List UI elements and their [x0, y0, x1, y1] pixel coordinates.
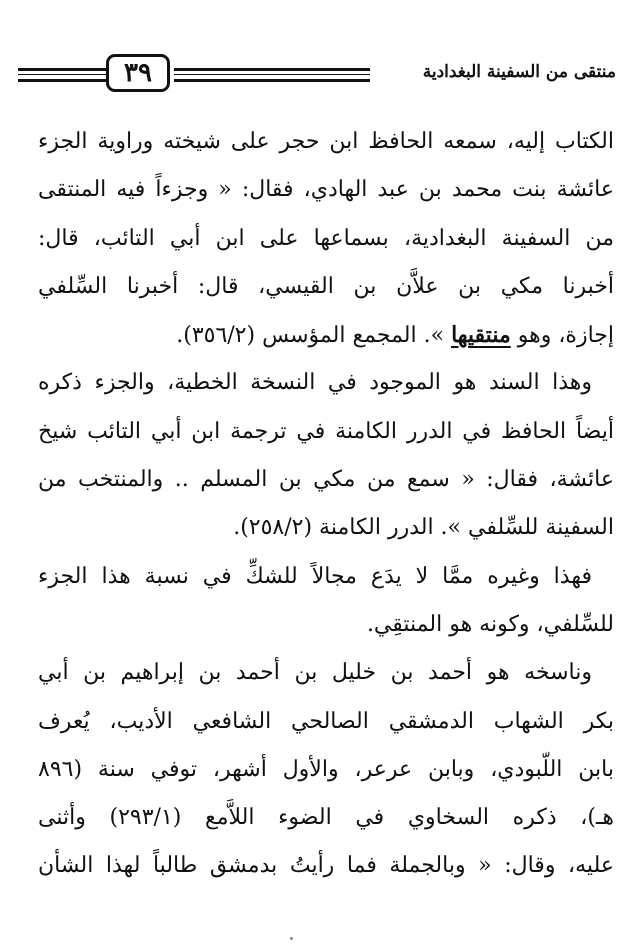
header-rule: [174, 68, 370, 71]
text-line: أخبرنا مكي بن علاَّن بن القيسي، قال: أخبرنا السِّلفي: [38, 273, 614, 299]
text-line: وهذا السند هو الموجود في النسخة الخطية، والجزء ذكره: [38, 370, 592, 396]
text-line: بكر الشهاب الدمشقي الصالحي الشافعي الأديب، يُعرف: [38, 708, 614, 734]
emphasized-word: منتقيها: [451, 322, 511, 349]
text-line: وناسخه هو أحمد بن خليل بن أحمد بن إبراهيم بن أبي: [38, 660, 592, 686]
header-rule: [18, 68, 106, 71]
text-line: أيضاً الحافظ في الدرر الكامنة في ترجمة ابن أبي التائب شيخ: [38, 418, 614, 444]
text-line: عليه، وقال: « وبالجملة فما رأيتُ بدمشق طالباً لهذا الشأن: [38, 853, 614, 879]
page-number: ٣٩: [106, 54, 170, 92]
body-text: [38, 118, 614, 891]
text-line: السفينة للسِّلفي ». الدرر الكامنة (٢٥٨/٢).: [233, 515, 614, 541]
text-line: عائشة بنت محمد بن عبد الهادي، فقال: « وجزءاً فيه المنتقى: [38, 177, 614, 203]
text-line: الكتاب إليه، سمعه الحافظ ابن حجر على شيخته وراوية الجزء: [38, 129, 614, 154]
footer-mark: [290, 937, 293, 940]
text-fragment: إجازة، وهو: [510, 323, 614, 349]
text-line: للسِّلفي، وكونه هو المنتقِي.: [366, 611, 614, 637]
text-line: فهذا وغيره ممَّا لا يدَع مجالاً للشكِّ في نسبة هذا الجزء: [38, 563, 592, 589]
text-fragment: ». المجمع المؤسس (٣٥٦/٢).: [176, 323, 452, 349]
text-line: [38, 311, 614, 359]
header-rule: [174, 74, 370, 75]
text-line: من السفينة البغدادية، بسماعها على ابن أبي التائب، قال:: [38, 225, 614, 251]
running-title: منتقى من السفينة البغدادية: [422, 62, 616, 82]
text-line: هـ)، ذكره السخاوي في الضوء اللاَّمع (٢٩٣/١) وأثنى: [38, 805, 614, 831]
header-rule: [18, 74, 106, 75]
text-line: بابن اللّبودي، وبابن عرعر، والأول أشهر، توفي سنة (٨٩٦: [38, 756, 614, 782]
page-header: [18, 52, 616, 98]
text-line: عائشة، فقال: « سمع من مكي بن المسلم .. والمنتخب من: [38, 467, 614, 493]
header-rule: [18, 79, 106, 82]
header-rule: [174, 79, 370, 82]
